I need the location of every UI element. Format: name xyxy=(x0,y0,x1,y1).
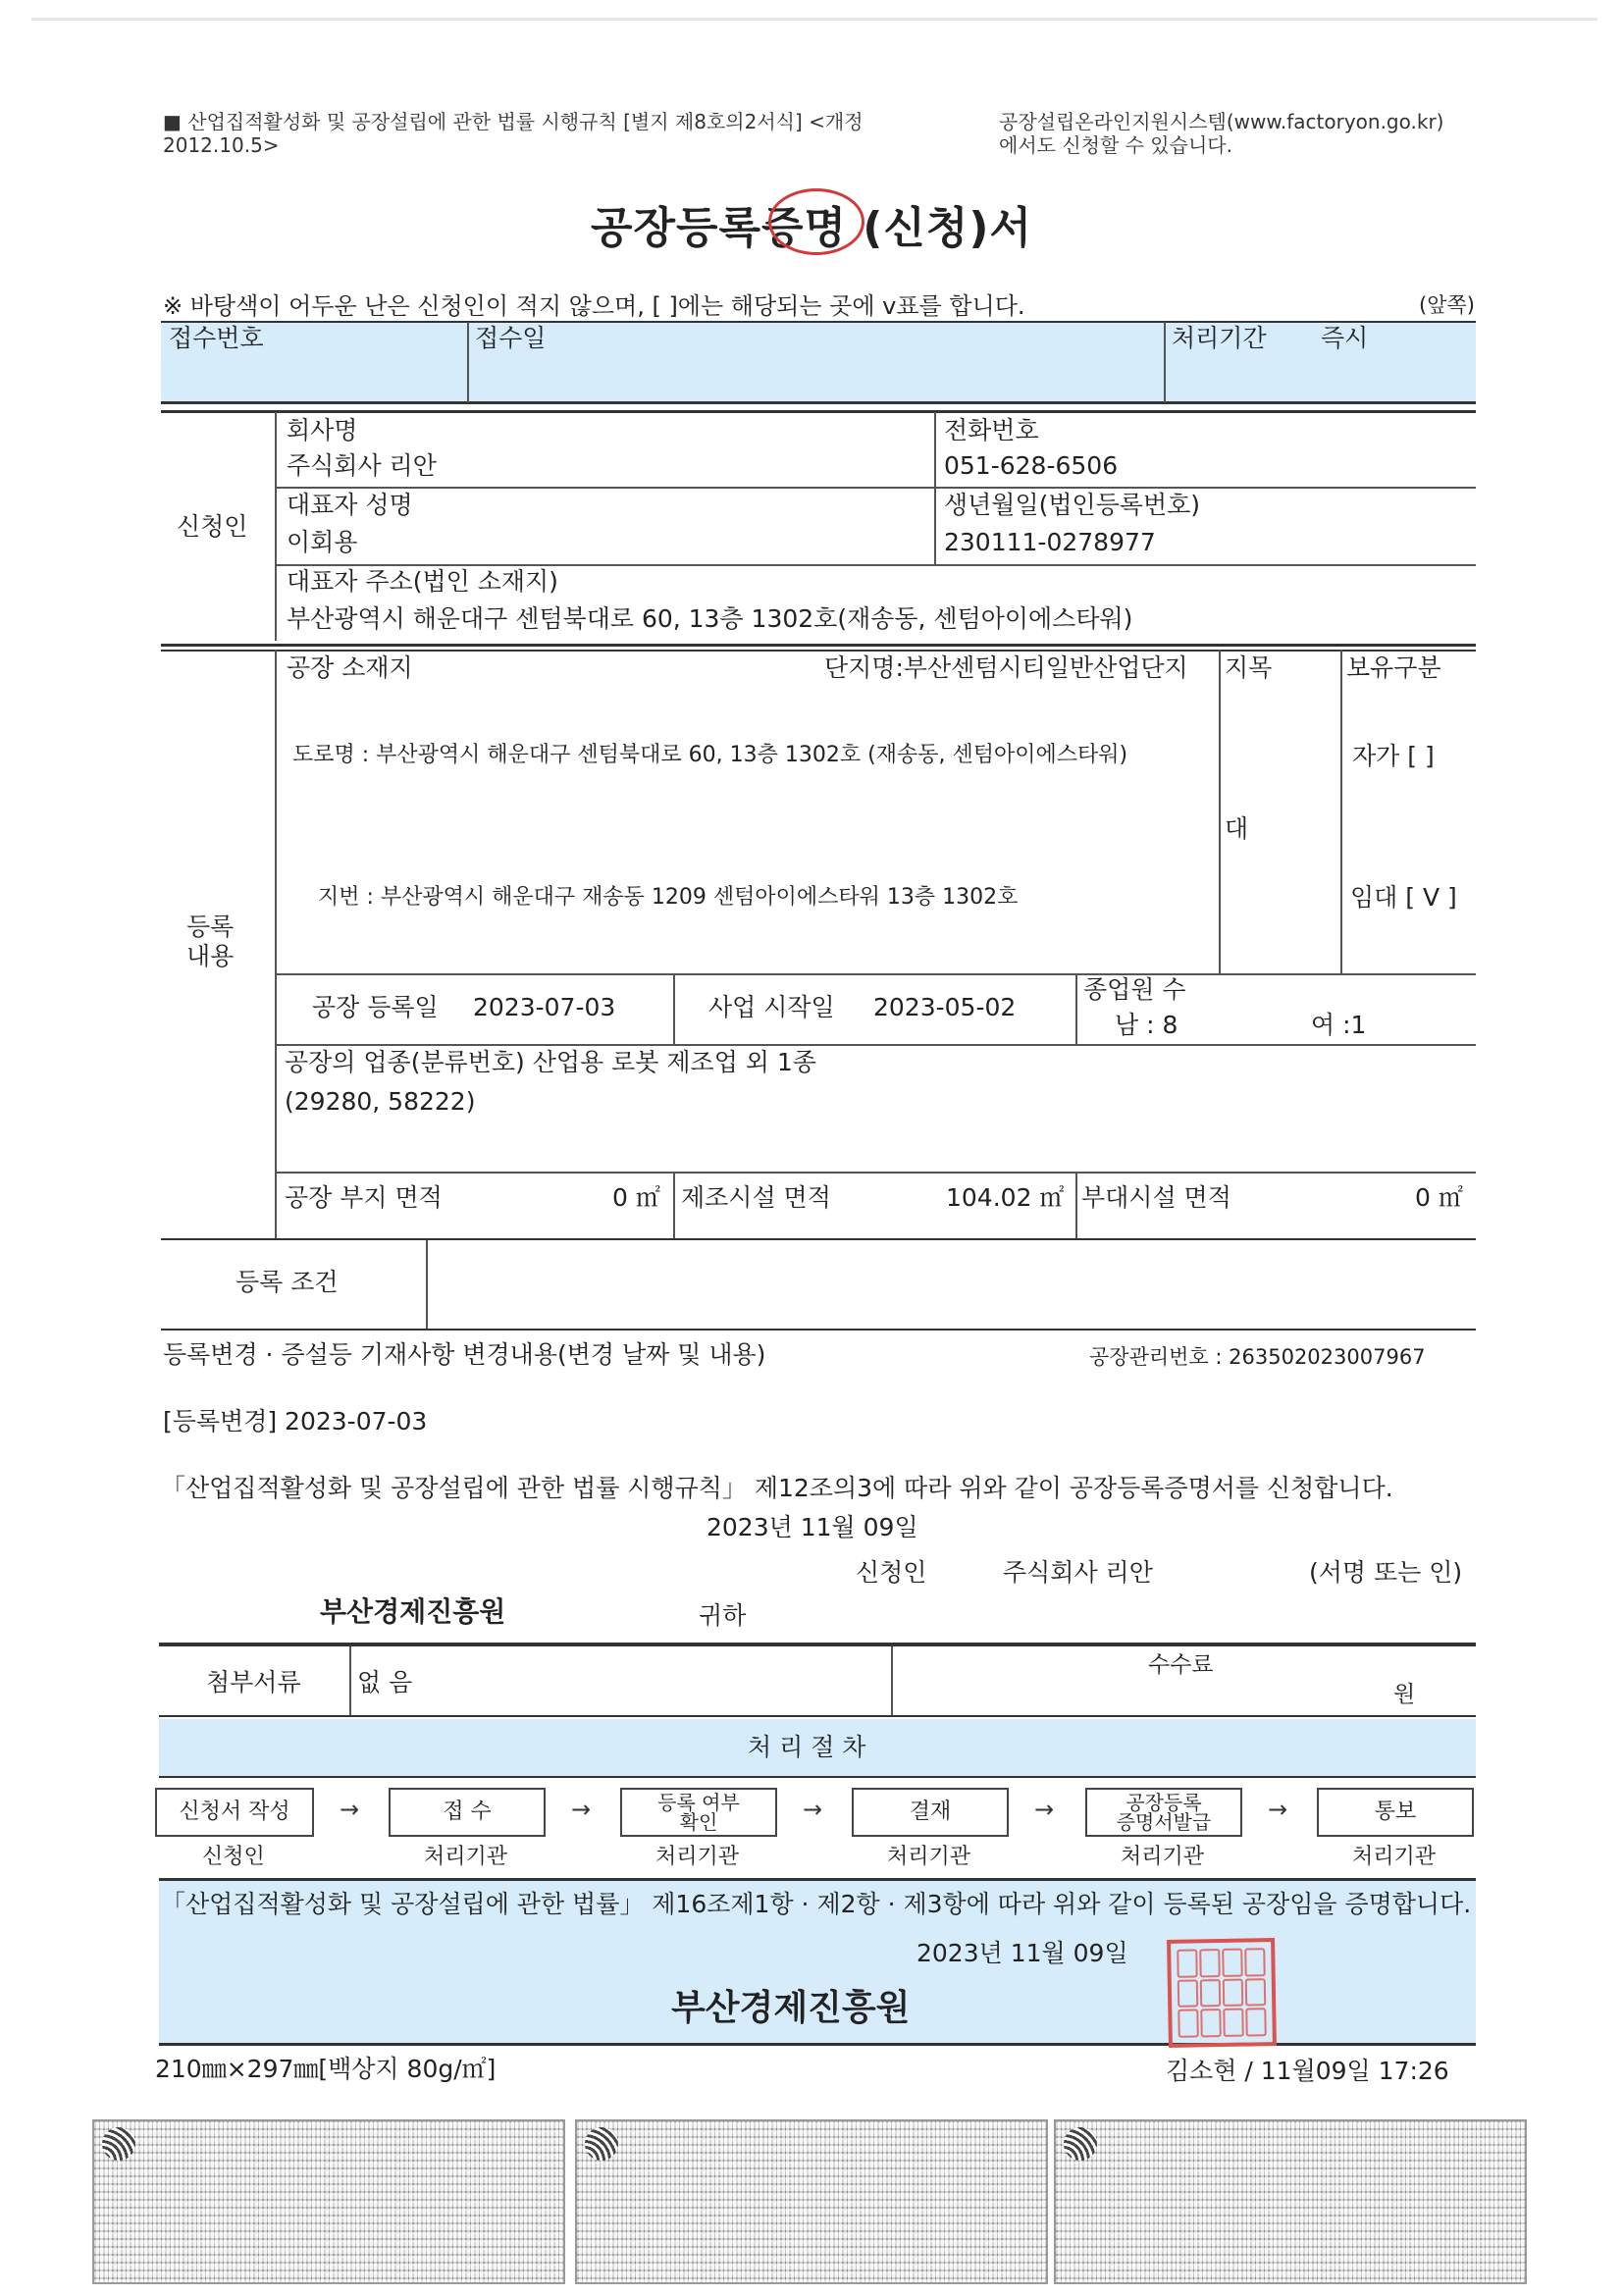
rep-name-value: 이회용 xyxy=(287,528,358,556)
factory-location-label: 공장 소재지 xyxy=(287,653,413,682)
receipt-date-label: 접수일 xyxy=(475,324,547,352)
attachments-value: 없 음 xyxy=(357,1668,413,1696)
arrow-icon: → xyxy=(1034,1796,1055,1823)
registration-section-label-1: 등록 xyxy=(186,913,235,941)
step-notification-actor: 처리기관 xyxy=(1352,1845,1437,1869)
registration-date-value: 2023-07-03 xyxy=(473,993,616,1021)
form-reference-line1: ■ 산업집적활성화 및 공장설립에 관한 법률 시행규칙 [별지 제8호의2서식] <개정 xyxy=(163,110,864,133)
step-receipt xyxy=(389,1788,546,1837)
birth-value: 230111-0278977 xyxy=(944,528,1156,556)
applicant-section-label: 신청인 xyxy=(177,512,248,541)
arrow-icon: → xyxy=(1268,1796,1288,1823)
road-address: 도로명 : 부산광역시 해운대구 센텀북대로 60, 13층 1302호 (재송동, 센텀아이에스타워) xyxy=(292,743,1128,767)
form-reference-line2: 2012.10.5> xyxy=(163,133,280,157)
birth-label: 생년월일(법인등록번호) xyxy=(944,491,1201,519)
receipt-number-label: 접수번호 xyxy=(169,324,264,352)
business-start-value: 2023-05-02 xyxy=(873,993,1017,1021)
land-category-label: 지목 xyxy=(1225,653,1273,682)
employees-female: 여 :1 xyxy=(1311,1011,1367,1039)
employees-male: 남 : 8 xyxy=(1115,1011,1178,1039)
step-approval-label: 결재 xyxy=(909,1800,952,1824)
step-verify-label-1: 등록 여부 xyxy=(657,1791,740,1814)
business-start-label: 사업 시작일 xyxy=(708,993,835,1021)
certification-statement: 「산업집적활성화 및 공장설립에 관한 법률」 제16조제1항 · 제2항 · 제3항에 따라 위와 같이 등록된 공장임을 증명합니다. xyxy=(161,1890,1472,1918)
phone-value: 051-628-6506 xyxy=(944,451,1119,480)
site-area-value: 0 ㎡ xyxy=(612,1183,660,1212)
company-name-value: 주식회사 리안 xyxy=(287,451,437,480)
attachments-label: 첨부서류 xyxy=(206,1668,301,1696)
site-area-label: 공장 부지 면적 xyxy=(285,1183,443,1212)
barcode-strip-1 xyxy=(92,2119,565,2284)
certification-date: 2023년 11월 09일 xyxy=(916,1939,1128,1967)
change-entry: [등록변경] 2023-07-03 xyxy=(163,1407,428,1435)
step-write-application xyxy=(155,1788,314,1837)
step-write-application-actor: 신청인 xyxy=(202,1845,265,1869)
fee-unit: 원 xyxy=(1393,1682,1416,1707)
industry-type: 공장의 업종(분류번호) 산업용 로봇 제조업 외 1종 xyxy=(285,1048,816,1076)
processing-period-label: 처리기간 xyxy=(1172,324,1267,352)
application-statement: 「산업집적활성화 및 공장설립에 관한 법률 시행규칙」 제12조의3에 따라 위와 같이 공장등록증명서를 신청합니다. xyxy=(161,1474,1393,1502)
registration-condition-label: 등록 조건 xyxy=(236,1268,339,1296)
industrial-complex: 단지명:부산센텀시티일반산업단지 xyxy=(824,653,1188,682)
form-reference xyxy=(163,110,864,157)
step-receipt-label: 접 수 xyxy=(443,1800,492,1824)
processing-period-value: 즉시 xyxy=(1321,324,1369,352)
page-title: 공장등록증명 (신청)서 xyxy=(590,203,1033,253)
online-notice-line2: 에서도 신청할 수 있습니다. xyxy=(999,133,1232,157)
step-notification xyxy=(1317,1788,1474,1837)
step-approval-actor: 처리기관 xyxy=(887,1845,971,1869)
applicant-name: 주식회사 리안 xyxy=(1003,1558,1153,1587)
step-receipt-actor: 처리기관 xyxy=(424,1845,508,1869)
arrow-icon: → xyxy=(803,1796,823,1823)
barcode-strip-3 xyxy=(1054,2119,1527,2284)
step-issue-actor: 처리기관 xyxy=(1121,1845,1205,1869)
step-issue-label-1: 공장등록 xyxy=(1126,1791,1202,1814)
auxiliary-area-value: 0 ㎡ xyxy=(1415,1183,1463,1212)
factory-management-number: 공장관리번호 : 263502023007967 xyxy=(1089,1345,1426,1369)
issuer-name: 부산경제진흥원 xyxy=(671,1988,911,2028)
company-name-label: 회사명 xyxy=(287,416,358,444)
step-notification-label: 통보 xyxy=(1374,1800,1417,1824)
registration-section-label-2: 내용 xyxy=(186,942,235,970)
form-notice: ※ 바탕색이 어두운 난은 신청인이 적지 않으며, [ ]에는 해당되는 곳에 v표를 합니다. xyxy=(163,292,1025,320)
phone-label: 전화번호 xyxy=(944,416,1039,444)
recipient-suffix: 귀하 xyxy=(699,1601,747,1630)
recipient-name: 부산경제진흥원 xyxy=(320,1595,506,1628)
rep-name-label: 대표자 성명 xyxy=(287,491,413,519)
barcode-logo-icon xyxy=(102,2127,135,2161)
receipt-block xyxy=(161,322,1476,402)
official-seal-icon xyxy=(1167,1938,1277,2048)
step-write-application-label: 신청서 작성 xyxy=(179,1800,290,1824)
applicant-label: 신청인 xyxy=(856,1558,927,1587)
rep-address-value: 부산광역시 해운대구 센텀북대로 60, 13층 1302호(재송동, 센텀아이에스타워) xyxy=(287,604,1133,633)
step-approval xyxy=(852,1788,1009,1837)
arrow-icon: → xyxy=(571,1796,592,1823)
lot-address: 지번 : 부산광역시 해운대구 재송동 1209 센텀아이에스타워 13층 1302호 xyxy=(318,885,1019,910)
barcode-logo-icon xyxy=(1064,2127,1097,2161)
signature-note: (서명 또는 인) xyxy=(1309,1558,1463,1587)
land-category-value: 대 xyxy=(1225,814,1249,843)
step-issue-certificate xyxy=(1085,1788,1242,1837)
top-rule xyxy=(31,18,1597,21)
employees-label: 종업원 수 xyxy=(1083,975,1186,1004)
step-issue-label-2: 증명서발급 xyxy=(1116,1810,1212,1834)
online-notice xyxy=(999,110,1443,157)
registration-date-label: 공장 등록일 xyxy=(312,993,439,1021)
manufacturing-area-value: 104.02 ㎡ xyxy=(946,1183,1065,1212)
barcode-strip-2 xyxy=(575,2119,1048,2284)
arrow-icon: → xyxy=(340,1796,360,1823)
procedure-title: 처 리 절 차 xyxy=(748,1733,866,1761)
rep-address-label: 대표자 주소(법인 소재지) xyxy=(287,567,558,596)
ownership-label: 보유구분 xyxy=(1346,653,1441,682)
auxiliary-area-label: 부대시설 면적 xyxy=(1081,1183,1231,1212)
ownership-own-option[interactable]: 자가 [ ] xyxy=(1352,742,1435,770)
issued-by: 김소현 / 11월09일 17:26 xyxy=(1166,2057,1449,2085)
online-notice-line1: 공장설립온라인지원시스템(www.factoryon.go.kr) xyxy=(999,110,1444,133)
industry-codes: (29280, 58222) xyxy=(285,1087,476,1116)
barcode-logo-icon xyxy=(585,2127,618,2161)
ownership-lease-option[interactable]: 임대 [ V ] xyxy=(1350,883,1457,912)
paper-spec: 210㎜×297㎜[백상지 80g/㎡] xyxy=(155,2055,497,2083)
fee-label: 수수료 xyxy=(1148,1652,1214,1678)
page-side: (앞쪽) xyxy=(1419,293,1475,317)
application-date: 2023년 11월 09일 xyxy=(707,1513,918,1541)
step-verify-actor: 처리기관 xyxy=(655,1845,740,1869)
manufacturing-area-label: 제조시설 면적 xyxy=(681,1183,831,1212)
red-circle-mark xyxy=(768,188,864,255)
step-verify-registration xyxy=(620,1788,777,1837)
step-verify-label-2: 확인 xyxy=(679,1810,718,1834)
changes-label: 등록변경 · 증설등 기재사항 변경내용(변경 날짜 및 내용) xyxy=(163,1340,766,1369)
